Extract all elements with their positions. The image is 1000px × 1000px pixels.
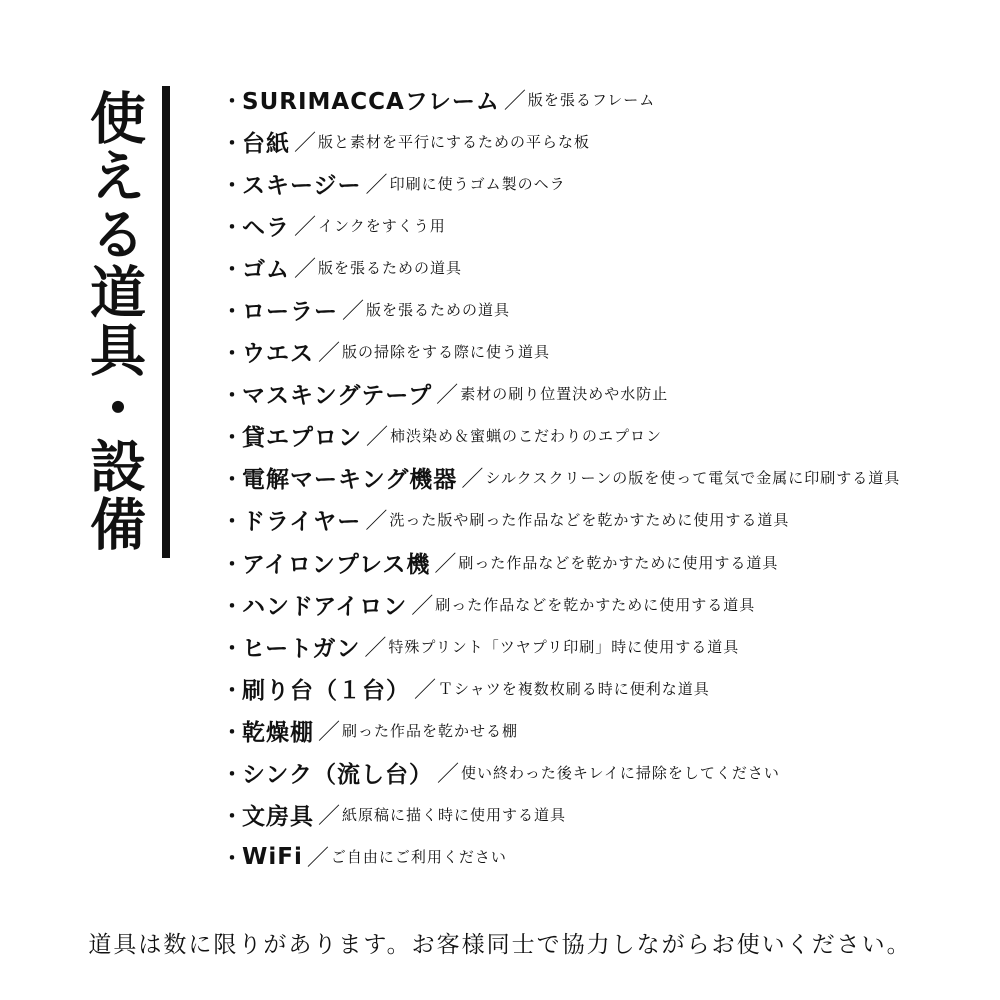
bullet: ・ (222, 846, 242, 871)
item-name: 電解マーキング機器 (242, 467, 458, 494)
list-item (222, 709, 992, 751)
list-item (222, 415, 992, 457)
separator: ／ (461, 467, 484, 493)
bullet: ・ (222, 804, 242, 829)
bullet: ・ (222, 719, 242, 744)
list-item (222, 204, 992, 246)
separator: ／ (366, 425, 389, 451)
item-description: 版を張るための道具 (318, 258, 463, 277)
separator: ／ (411, 593, 434, 619)
bullet: ・ (222, 383, 242, 408)
item-description: 刷った作品などを乾かすために使用する道具 (435, 595, 756, 614)
list-item (222, 625, 992, 667)
list-item (222, 752, 992, 794)
title-divider-bar (162, 86, 170, 558)
item-name: ドライヤー (242, 509, 362, 536)
footer-note: 道具は数に限りがあります。お客様同士で協力しながらお使いください。 (88, 932, 912, 958)
bullet: ・ (222, 467, 242, 492)
list-item (222, 373, 992, 415)
item-description: 使い終わった後キレイに掃除をしてください (460, 764, 780, 783)
list-item (222, 246, 992, 288)
separator: ／ (365, 509, 388, 535)
separator: ／ (434, 551, 457, 577)
list-item (222, 541, 992, 583)
item-description: 印刷に使うゴム製のヘラ (389, 174, 566, 193)
item-name: ウエス (242, 341, 314, 368)
page-title: 使える道具・設備 (81, 89, 146, 553)
item-description: 刷った作品などを乾かすために使用する道具 (458, 553, 779, 572)
bullet: ・ (222, 256, 242, 281)
item-name: 乾燥棚 (242, 719, 314, 746)
item-description: シルクスクリーンの版を使って電気で金属に印刷する道具 (485, 469, 901, 488)
item-description: 特殊プリント「ツヤプリ印刷」時に使用する道具 (388, 637, 740, 656)
item-name: マスキングテープ (242, 383, 433, 410)
item-name: ローラー (242, 299, 338, 326)
list-item (222, 288, 992, 330)
item-name: スキージー (242, 172, 362, 199)
item-name: ゴム (242, 256, 290, 283)
item-description: 版と素材を平行にするための平らな板 (318, 132, 591, 151)
item-name: シンク（流し台） (242, 762, 433, 789)
item-name: 刷り台（１台） (242, 677, 410, 704)
item-description: インクをすくう用 (318, 216, 446, 235)
item-name: 台紙 (242, 130, 290, 157)
separator: ／ (294, 256, 317, 282)
list-item (222, 583, 992, 625)
separator: ／ (436, 762, 459, 788)
item-name: ヒートガン (242, 635, 361, 662)
item-description: 刷った作品を乾かせる棚 (342, 721, 519, 740)
item-name: WiFi (242, 843, 303, 870)
bullet: ・ (222, 762, 242, 787)
separator: ／ (294, 130, 317, 156)
item-description: 版の掃除をする際に使う道具 (342, 343, 551, 362)
item-name: 貸エプロン (242, 425, 362, 452)
bullet: ・ (222, 88, 242, 113)
bullet: ・ (222, 677, 242, 702)
item-description: Ｔシャツを複数枚刷る時に便利な道具 (438, 679, 710, 698)
item-name: SURIMACCAフレーム (242, 88, 500, 115)
list-item (222, 667, 992, 709)
separator: ／ (365, 172, 388, 198)
bullet: ・ (222, 635, 242, 660)
item-description: 柿渋染め＆蜜蝋のこだわりのエプロン (390, 427, 663, 446)
item-description: 紙原稿に描く時に使用する道具 (342, 806, 567, 825)
list-item (222, 499, 992, 541)
separator: ／ (414, 677, 437, 703)
item-name: ヘラ (242, 214, 290, 241)
separator: ／ (306, 846, 329, 872)
bullet: ・ (222, 214, 242, 239)
bullet: ・ (222, 172, 242, 197)
item-name: ハンドアイロン (242, 593, 408, 620)
item-description: 洗った版や刷った作品などを乾かすために使用する道具 (389, 511, 790, 530)
list-item (222, 794, 992, 836)
list-item (222, 836, 992, 878)
separator: ／ (503, 88, 526, 114)
bullet: ・ (222, 509, 242, 534)
bullet: ・ (222, 341, 242, 366)
separator: ／ (436, 383, 459, 409)
separator: ／ (364, 635, 387, 661)
list-item (222, 120, 992, 162)
bullet: ・ (222, 551, 242, 576)
item-name: アイロンプレス機 (242, 551, 431, 578)
item-description: 素材の刷り位置決めや水防止 (460, 385, 669, 404)
list-item (222, 457, 992, 499)
separator: ／ (318, 341, 341, 367)
separator: ／ (342, 299, 365, 325)
bullet: ・ (222, 299, 242, 324)
separator: ／ (294, 214, 317, 240)
list-item (222, 162, 992, 204)
equipment-list (222, 78, 992, 878)
bullet: ・ (222, 130, 242, 155)
bullet: ・ (222, 425, 242, 450)
list-item (222, 331, 992, 373)
item-description: ご自由にご利用ください (330, 848, 507, 867)
item-description: 版を張るフレーム (527, 90, 656, 109)
list-item (222, 78, 992, 120)
separator: ／ (318, 719, 341, 745)
item-description: 版を張るための道具 (366, 301, 511, 320)
separator: ／ (318, 804, 341, 830)
item-name: 文房具 (242, 804, 314, 831)
bullet: ・ (222, 593, 242, 618)
